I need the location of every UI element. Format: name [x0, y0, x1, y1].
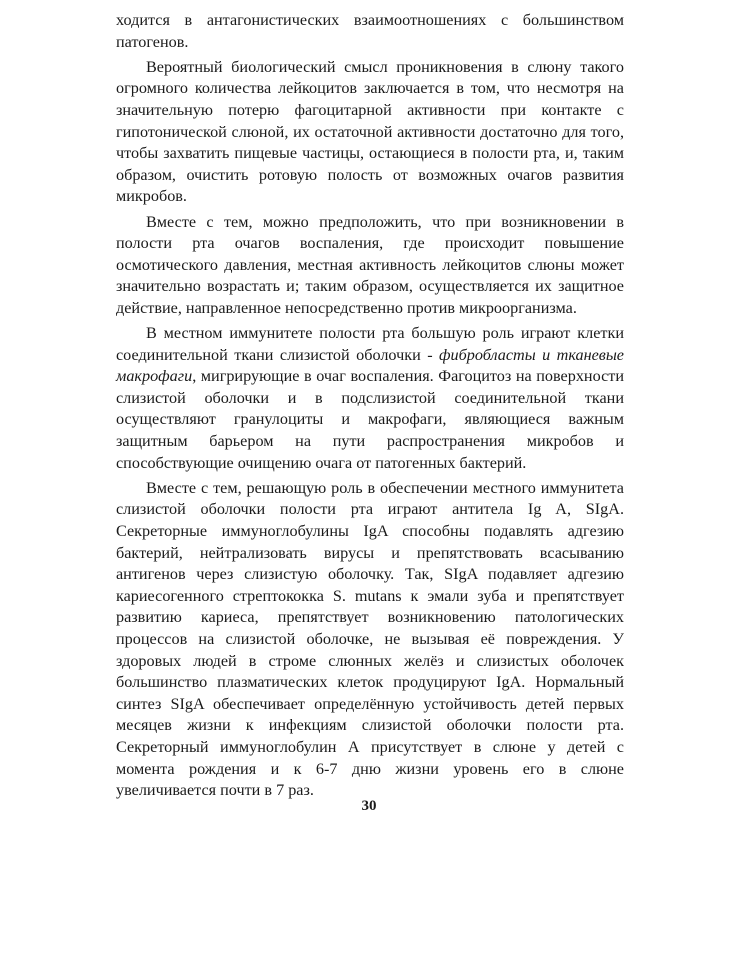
paragraph-continuation	[116, 10, 624, 53]
paragraph-text-before: В местном иммунитете полости рта большую роль играют клетки соединительной ткани слизистой оболочки -	[116, 324, 624, 364]
paragraph-inflammation	[116, 212, 624, 320]
paragraph-saliva-leukocytes	[116, 57, 624, 208]
italic-term: фибробласты и тканевые макрофаги	[116, 345, 624, 386]
paragraph-text: ходится в антагонистических взаимоотношениях с большинством патогенов.	[116, 11, 624, 51]
paragraph-text: Вместе с тем, можно предположить, что при возникновении в полости рта очагов воспаления, где происходит повышение осмотического давления, местная активность лейкоцитов слюны может значительно возрастать и; таким образом, осуществляется их защитное действие, направленное непосредственно против микроорганизма.	[116, 212, 624, 317]
paragraph-antibodies	[116, 478, 624, 802]
page-body	[116, 10, 624, 805]
paragraph-text: Вероятный биологический смысл проникновения в слюну такого огромного количества лейкоцитов заключается в том, что несмотря на значительную потерю фагоцитарной активности при контакте с гипотонической слюной, их остаточной активности достаточно для того, чтобы захватить пищевые частицы, остающиеся в полости рта, и, таким образом, очистить ротовую полость от возможных очагов развития микробов.	[116, 57, 624, 206]
page-number: 30	[361, 798, 377, 814]
paragraph-local-immunity	[116, 323, 624, 474]
paragraph-text-after: , мигрирующие в очаг воспаления. Фагоцитоз на поверхности слизистой оболочки и в подслизистой соединительной ткани осуществляют гранулоциты и макрофаги, являющиеся важным защитным барьером на пути распространения микробов и способствующие очищению очага от патогенных бактерий.	[116, 367, 624, 472]
paragraph-text: Вместе с тем, решающую роль в обеспечении местного иммунитета слизистой оболочки полости рта играют антитела Ig A, SIgA. Секреторные иммуноглобулины IgA способны подавлять адгезию бактерий, нейтрализовать вирусы и препятствовать всасыванию антигенов через слизистую оболочку. Так, SIgA подавляет адгезию кариесогенного стрептококка S. mutans к эмали зуба и препятствует развитию кариеса, препятствует возникновению патологических процессов на слизистой оболочке, не вызывая её повреждения. У здоровых людей в строме слюнных желёз и слизистых оболочек большинство плазматических клеток продуцируют IgA. Нормальный синтез SIgA обеспечивает определённую устойчивость детей первых месяцев жизни к инфекциям слизистой оболочки полости рта. Секреторный иммуноглобулин А присутствует в слюне у детей с момента рождения и к 6-7 дню жизни уровень его в слюне увеличивается почти в 7 раз.	[116, 478, 624, 800]
